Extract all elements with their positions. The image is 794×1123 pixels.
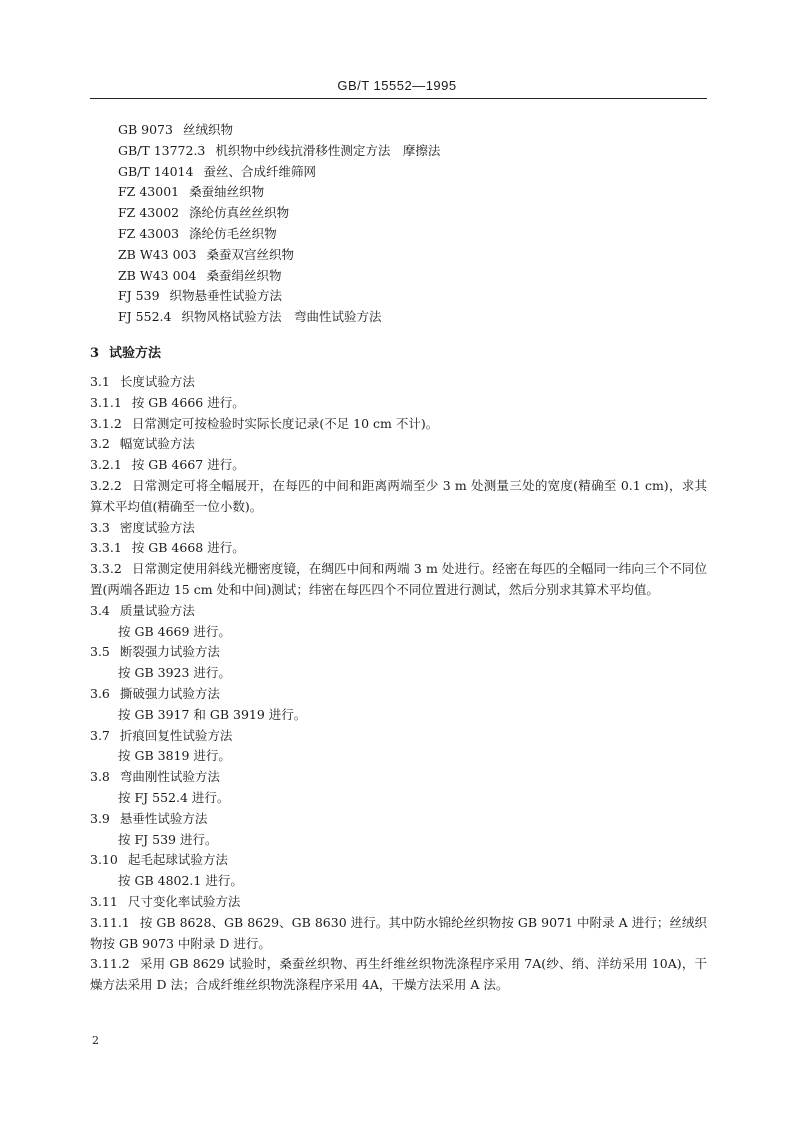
clause-number: 3.2.2 xyxy=(90,477,122,493)
clause xyxy=(90,393,707,414)
clause-text: 采用 GB 8629 试验时，桑蚕丝织物、再生纤维丝织物洗涤程序采用 7A(纱、绡、洋纺采用 10A)，干燥方法采用 D 法；合成纤维丝织物洗涤程序采用 4A，干燥方法采用 A 法。 xyxy=(90,956,707,993)
clause-number: 3.11 xyxy=(90,893,118,909)
clause-number: 3.3.2 xyxy=(90,561,122,577)
clause-number: 3.2.1 xyxy=(90,457,122,473)
clause-number: 3.8 xyxy=(90,769,110,785)
reference-title: 桑蚕绢丝织物 xyxy=(206,267,282,283)
reference-code: FZ 43002 xyxy=(118,205,180,221)
reference-item xyxy=(118,286,440,307)
reference-code: FJ 539 xyxy=(118,288,160,304)
clause-number: 3.4 xyxy=(90,602,110,618)
clause-body: 按 GB 3923 进行。 xyxy=(118,665,231,681)
clause-text: 尺寸变化率试验方法 xyxy=(127,893,241,909)
clause-number: 3.5 xyxy=(90,644,110,660)
reference-item xyxy=(118,307,440,328)
clause-text: 按 GB 4668 进行。 xyxy=(131,540,245,556)
clause-body: 按 GB 4802.1 进行。 xyxy=(118,873,243,889)
reference-code: FZ 43003 xyxy=(118,225,180,241)
clause-body: 按 GB 3819 进行。 xyxy=(118,748,231,764)
clause-text: 断裂强力试验方法 xyxy=(119,644,220,660)
clause-number: 3.7 xyxy=(90,727,110,743)
clause-text: 长度试验方法 xyxy=(119,374,195,389)
clause xyxy=(90,642,707,663)
reference-title: 桑蚕䌷丝织物 xyxy=(189,184,265,200)
clause-text: 日常测定可将全幅展开，在每匹的中间和距离两端至少 3 m 处测量三处的宽度(精确至 0.1 cm)，求其算术平均值(精确至一位小数)。 xyxy=(90,477,707,514)
clause xyxy=(90,372,707,393)
clause-number: 3.1.2 xyxy=(90,415,122,431)
reference-item xyxy=(118,245,440,266)
clause xyxy=(90,538,707,559)
clause-number: 3.9 xyxy=(90,810,110,826)
clause-text: 撕破强力试验方法 xyxy=(119,685,220,701)
clause-text: 起毛起球试验方法 xyxy=(127,852,228,868)
reference-title: 桑蚕双宫丝织物 xyxy=(206,246,294,262)
reference-title: 机织物中纱线抗滑移性测定方法 摩擦法 xyxy=(215,142,441,158)
reference-code: ZB W43 003 xyxy=(118,246,197,262)
section-title: 试验方法 xyxy=(109,346,162,361)
reference-title: 涤纶仿真丝丝织物 xyxy=(189,205,290,221)
reference-code: ZB W43 004 xyxy=(118,267,197,283)
clause-text: 质量试验方法 xyxy=(119,602,195,618)
clause xyxy=(90,684,707,705)
section-heading xyxy=(90,342,161,361)
clause-body: 按 GB 3917 和 GB 3919 进行。 xyxy=(118,706,307,722)
clause-text: 密度试验方法 xyxy=(119,519,195,535)
clause xyxy=(90,476,707,518)
clause-number: 3.1.1 xyxy=(90,394,122,410)
reference-item xyxy=(118,224,440,245)
clause-number: 3.1 xyxy=(90,374,110,389)
clause-number: 3.3 xyxy=(90,519,110,535)
reference-list xyxy=(118,120,440,328)
clause-text: 日常测定使用斜线光栅密度镜，在绸匹中间和两端 3 m 处进行。经密在每匹的全幅同一纬向三个不同位置(两端各距边 15 cm 处和中间)测试；纬密在每匹四个不同位置进行测试，然后分别求其算术平均值。 xyxy=(90,561,707,597)
clause-number: 3.10 xyxy=(90,852,118,868)
reference-item xyxy=(118,162,440,183)
clause xyxy=(90,892,707,913)
clause xyxy=(90,767,707,788)
clause-text: 悬垂性试验方法 xyxy=(119,810,208,826)
clause-text: 幅宽试验方法 xyxy=(119,436,195,452)
clause xyxy=(90,434,707,455)
reference-title: 织物风格试验方法 弯曲性试验方法 xyxy=(181,309,382,325)
reference-item xyxy=(118,141,440,162)
reference-title: 丝绒织物 xyxy=(182,122,233,137)
reference-item xyxy=(118,120,440,141)
clause xyxy=(90,954,707,996)
section-body xyxy=(90,372,707,996)
reference-item xyxy=(118,266,440,287)
reference-title: 蚕丝、合成纤维筛网 xyxy=(203,163,316,179)
reference-code: FJ 552.4 xyxy=(118,309,172,325)
page-header: GB/T 15552—1995 xyxy=(337,78,457,93)
clause xyxy=(90,518,707,539)
clause-text: 按 GB 4667 进行。 xyxy=(131,457,245,473)
page-number: 2 xyxy=(92,1034,99,1047)
reference-title: 涤纶仿毛丝织物 xyxy=(189,225,277,241)
reference-code: GB 9073 xyxy=(118,122,173,137)
clause-number: 3.6 xyxy=(90,685,110,701)
clause xyxy=(90,726,707,747)
reference-code: GB/T 13772.3 xyxy=(118,142,206,158)
clause xyxy=(90,913,707,955)
reference-item xyxy=(118,203,440,224)
clause-body: 按 GB 4669 进行。 xyxy=(118,623,231,639)
clause-number: 3.2 xyxy=(90,436,110,452)
clause-text: 按 GB 8628、GB 8629、GB 8630 进行。其中防水锦纶丝织物按 GB 9071 中附录 A 进行；丝绒织物按 GB 9073 中附录 D 进行。 xyxy=(90,914,707,951)
clause-text: 按 GB 4666 进行。 xyxy=(131,394,245,410)
clause-body: 按 FJ 539 进行。 xyxy=(118,831,218,847)
clause-body: 按 FJ 552.4 进行。 xyxy=(118,789,230,805)
clause-number: 3.11.2 xyxy=(90,956,130,972)
clause xyxy=(90,559,707,601)
clause-number: 3.3.1 xyxy=(90,540,122,556)
clause xyxy=(90,809,707,830)
clause xyxy=(90,414,707,435)
header-rule xyxy=(90,98,707,99)
reference-code: FZ 43001 xyxy=(118,184,180,200)
clause xyxy=(90,455,707,476)
reference-title: 织物悬垂性试验方法 xyxy=(169,288,283,304)
section-number: 3 xyxy=(90,346,100,361)
reference-code: GB/T 14014 xyxy=(118,163,194,179)
clause-text: 折痕回复性试验方法 xyxy=(119,727,233,743)
clause-text: 日常测定可按检验时实际长度记录(不足 10 cm 不计)。 xyxy=(131,415,439,431)
clause-text: 弯曲刚性试验方法 xyxy=(119,769,220,785)
reference-item xyxy=(118,182,440,203)
clause xyxy=(90,601,707,622)
clause xyxy=(90,850,707,871)
clause-number: 3.11.1 xyxy=(90,914,130,930)
